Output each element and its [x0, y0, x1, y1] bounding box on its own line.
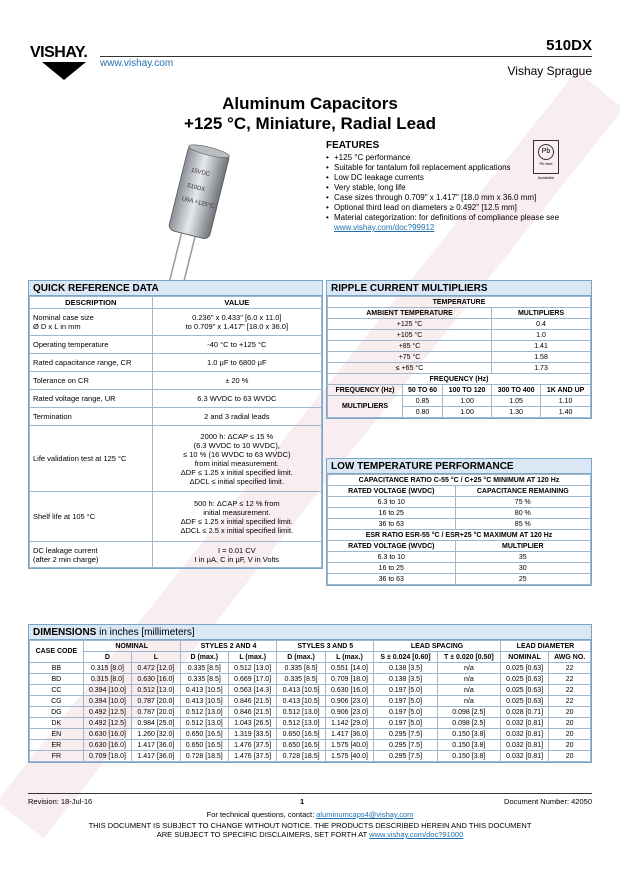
features-heading: FEATURES — [326, 140, 380, 151]
voltage-cell: 36 to 63 — [328, 574, 456, 585]
dimension-cell: 0.138 [3.5] — [374, 663, 438, 674]
freq-header: 1K AND UP — [541, 385, 591, 396]
dimension-cell: 1.575 [40.0] — [325, 740, 373, 751]
pb-free-badge — [533, 140, 559, 174]
dimension-cell: 0.032 [0.81] — [500, 751, 548, 762]
dimension-cell: 0.630 [16.0] — [325, 685, 373, 696]
qref-desc: Termination — [30, 408, 153, 426]
lead-diameter-header: LEAD DIAMETER — [500, 641, 590, 652]
footer-rule — [28, 793, 592, 794]
dimension-cell: 0.098 [2.5] — [437, 707, 500, 718]
dimension-cell: 0.025 [0.63] — [500, 674, 548, 685]
temp-cell: +75 °C — [328, 352, 492, 363]
rated-voltage-header: RATED VOLTAGE (WVDC) — [328, 541, 456, 552]
case-code-cell: DK — [30, 718, 84, 729]
dimension-cell: 0.787 [20.0] — [132, 696, 180, 707]
dimension-cell: 0.512 [13.0] — [180, 707, 228, 718]
pb-icon: Pb — [538, 144, 554, 160]
title-line-2: +125 °C, Miniature, Radial Lead — [184, 114, 436, 133]
dimension-cell: 0.150 [3.8] — [437, 729, 500, 740]
esr-ratio-title: ESR RATIO ESR-55 °C / ESR+25 °C MAXIMUM AT 120 Hz — [328, 530, 591, 541]
mult-cell: 1.73 — [492, 363, 591, 374]
freq-header: 50 TO 60 — [403, 385, 443, 396]
qref-value: ± 20 % — [152, 372, 321, 390]
website-link[interactable]: www.vishay.com — [100, 58, 174, 69]
styles24-header: STYLES 2 AND 4 — [180, 641, 277, 652]
dimension-cell: 0.846 [21.5] — [228, 707, 276, 718]
voltage-cell: 16 to 25 — [328, 508, 456, 519]
available-label: Available — [537, 175, 555, 180]
ambient-temp-header: AMBIENT TEMPERATURE — [328, 308, 492, 319]
sub-header: L (max.) — [228, 652, 276, 663]
dimension-cell: 1.575 [40.0] — [325, 751, 373, 762]
dimensions-body — [30, 663, 591, 762]
freq-mult: 0.85 — [403, 396, 443, 407]
sub-header: D (max.) — [277, 652, 325, 663]
table-row — [30, 718, 591, 729]
dimension-cell: 0.335 [8.5] — [277, 663, 325, 674]
low-temperature-table — [326, 458, 592, 586]
dimension-cell: 0.984 [25.0] — [132, 718, 180, 729]
dimension-cell: 0.335 [8.5] — [277, 674, 325, 685]
mult-cell: 0.4 — [492, 319, 591, 330]
pb-free-label: Pb-free — [539, 161, 553, 166]
qref-value: -40 °C to +125 °C — [152, 336, 321, 354]
dimension-cell: 1.417 [36.0] — [132, 740, 180, 751]
dimensions-grid — [29, 640, 591, 762]
dimension-cell: 0.295 [7.5] — [374, 751, 438, 762]
dimension-cell: 0.650 [16.5] — [180, 729, 228, 740]
qref-desc: Nominal case size Ø D x L in mm — [30, 309, 153, 336]
dimension-cell: 22 — [549, 685, 591, 696]
disclaimer — [60, 821, 560, 839]
vishay-logo — [28, 40, 98, 82]
dimension-cell: 0.630 [16.0] — [132, 674, 180, 685]
case-code-cell: FR — [30, 751, 84, 762]
freq-mult: 1.30 — [492, 407, 541, 418]
disclaimer-line-1: THIS DOCUMENT IS SUBJECT TO CHANGE WITHOUT NOTICE. THE PRODUCTS DESCRIBED HEREIN AND THIS DOCUMENT — [88, 821, 532, 830]
dimension-cell: 0.492 [12.5] — [83, 707, 131, 718]
dimension-cell: 1.476 [37.5] — [228, 751, 276, 762]
dimension-cell: 0.650 [16.5] — [277, 740, 325, 751]
dimension-cell: n/a — [437, 674, 500, 685]
voltage-cell: 6.3 to 10 — [328, 552, 456, 563]
dimension-cell: 0.197 [5.0] — [374, 696, 438, 707]
dimension-cell: n/a — [437, 685, 500, 696]
ripple-current-table — [326, 280, 592, 419]
freq-header: 300 TO 400 — [492, 385, 541, 396]
dimension-cell: 0.394 [10.0] — [83, 696, 131, 707]
dimension-cell: 0.492 [12.5] — [83, 718, 131, 729]
qref-desc: Shelf life at 105 °C — [30, 492, 153, 542]
table-row — [30, 729, 591, 740]
sub-header: D — [83, 652, 131, 663]
quick-reference-grid — [29, 296, 322, 568]
case-code-cell: EN — [30, 729, 84, 740]
esr-cell: 35 — [455, 552, 590, 563]
dimension-cell: 20 — [549, 751, 591, 762]
dimensions-table — [28, 624, 592, 763]
qref-desc: Operating temperature — [30, 336, 153, 354]
dimension-cell: 0.028 [0.71] — [500, 707, 548, 718]
freq-mult: 0.80 — [403, 407, 443, 418]
dimension-cell: 20 — [549, 718, 591, 729]
mult-cell: 1.0 — [492, 330, 591, 341]
cap-ratio-title: CAPACITANCE RATIO C-55 °C / C+25 °C MINIMUM AT 120 Hz — [328, 475, 591, 486]
dimension-cell: 0.032 [0.81] — [500, 729, 548, 740]
voltage-cell: 16 to 25 — [328, 563, 456, 574]
qref-value: 0.236" x 0.433" [6.0 x 11.0] to 0.709" x 1.417" [18.0 x 36.0] — [152, 309, 321, 336]
cap-text-3: U6A +125°C — [181, 196, 215, 210]
multipliers-row-label: MULTIPLIERS — [328, 396, 403, 418]
disclaimer-link[interactable]: www.vishay.com/doc?91000 — [369, 830, 464, 839]
feature-item: • Very stable, long life — [326, 183, 592, 193]
dimension-cell: 0.025 [0.63] — [500, 685, 548, 696]
dimension-cell: 1.142 [29.0] — [325, 718, 373, 729]
dimension-cell: 1.417 [36.0] — [325, 729, 373, 740]
cap-text-1: 15VDC — [190, 167, 211, 179]
esr-cell: 30 — [455, 563, 590, 574]
material-link[interactable]: www.vishay.com/doc?99912 — [334, 223, 435, 232]
feature-item: • Suitable for tantalum foil replacement applications — [326, 163, 592, 173]
dimension-cell: 0.630 [16.0] — [83, 740, 131, 751]
dimension-cell: 0.335 [8.5] — [180, 674, 228, 685]
case-code-cell: DG — [30, 707, 84, 718]
dimension-cell: 1.043 [26.5] — [228, 718, 276, 729]
dimension-cell: 1.319 [33.5] — [228, 729, 276, 740]
dimensions-title: DIMENSIONS — [33, 627, 97, 638]
qref-desc: Life validation test at 125 °C — [30, 426, 153, 492]
dimension-cell: 0.512 [13.0] — [132, 685, 180, 696]
col-description: DESCRIPTION — [30, 297, 153, 309]
material-text: Material categorization: for definitions of compliance please see — [334, 213, 560, 222]
dimension-cell: 0.394 [10.0] — [83, 685, 131, 696]
sub-header: L — [132, 652, 180, 663]
ripple-grid — [327, 296, 591, 418]
lead-spacing-header: LEAD SPACING — [374, 641, 501, 652]
dimension-cell: 0.512 [13.0] — [277, 707, 325, 718]
dimension-cell: 0.563 [14.3] — [228, 685, 276, 696]
page-header — [28, 20, 592, 90]
qref-value: 2 and 3 radial leads — [152, 408, 321, 426]
dimension-cell: 0.512 [13.0] — [180, 718, 228, 729]
dimension-cell: 0.138 [3.5] — [374, 674, 438, 685]
freq-header: FREQUENCY (Hz) — [328, 385, 403, 396]
cap-text-2: 510DX — [186, 183, 206, 194]
temp-cell: +125 °C — [328, 319, 492, 330]
temp-cell: +105 °C — [328, 330, 492, 341]
qref-desc: Tolerance on CR — [30, 372, 153, 390]
dimension-cell: 0.197 [5.0] — [374, 718, 438, 729]
dimension-cell: 0.669 [17.0] — [228, 674, 276, 685]
freq-mult: 1.05 — [492, 396, 541, 407]
mult-cell: 1.58 — [492, 352, 591, 363]
dimension-cell: 0.906 [23.0] — [325, 696, 373, 707]
mult-cell: 1.41 — [492, 341, 591, 352]
table-row — [30, 663, 591, 674]
dimension-cell: n/a — [437, 696, 500, 707]
dimensions-heading — [29, 625, 591, 640]
dimension-cell: 22 — [549, 663, 591, 674]
col-value: VALUE — [152, 297, 321, 309]
part-number: 510DX — [546, 37, 592, 54]
dimension-cell: 22 — [549, 674, 591, 685]
dimension-cell: 0.315 [8.0] — [83, 663, 131, 674]
sub-header: T ± 0.020 [0.50] — [437, 652, 500, 663]
dimension-cell: 0.472 [12.0] — [132, 663, 180, 674]
dimension-cell: 0.032 [0.81] — [500, 718, 548, 729]
dimension-cell: 0.630 [16.0] — [83, 729, 131, 740]
qref-desc: Rated capacitance range, CR — [30, 354, 153, 372]
title-line-1: Aluminum Capacitors — [222, 94, 398, 113]
dimension-cell: 0.413 [10.5] — [180, 696, 228, 707]
capacitor-photo — [138, 140, 258, 290]
voltage-cell: 36 to 63 — [328, 519, 456, 530]
dimension-cell: 1.476 [37.5] — [228, 740, 276, 751]
qref-value: 2000 h: ΔCAP ≤ 15 % (6.3 WVDC to 10 WVDC), ≤ 10 % (16 WVDC to 63 WVDC) from initial measurement. ΔDF ≤ 1.25 x initial specified limit. ΔDCL ≤ initial specified limit. — [152, 426, 321, 492]
disclaimer-text: ARE SUBJECT TO SPECIFIC DISCLAIMERS, SET FORTH AT — [156, 830, 370, 839]
header-rule — [100, 56, 592, 57]
table-row — [30, 696, 591, 707]
dimension-cell: 0.846 [21.5] — [228, 696, 276, 707]
dimension-cell: 0.551 [14.0] — [325, 663, 373, 674]
dimension-cell: 0.709 [18.0] — [83, 751, 131, 762]
feature-item-material — [326, 213, 592, 233]
quick-reference-heading: QUICK REFERENCE DATA — [29, 281, 322, 296]
dimension-cell: 0.295 [7.5] — [374, 740, 438, 751]
dimension-cell: 0.098 [2.5] — [437, 718, 500, 729]
logo-text: VISHAY. — [30, 44, 88, 61]
remaining-cell: 85 % — [455, 519, 590, 530]
quick-reference-table — [28, 280, 323, 569]
ripple-heading: RIPPLE CURRENT MULTIPLIERS — [327, 281, 591, 296]
contact-text: For technical questions, contact: — [206, 810, 317, 819]
table-row — [30, 707, 591, 718]
revision: Revision: 18-Jul-16 — [28, 797, 93, 806]
dimension-cell: 0.032 [0.81] — [500, 740, 548, 751]
document-title — [0, 94, 620, 134]
case-code-cell: ER — [30, 740, 84, 751]
dimension-cell: 0.150 [3.8] — [437, 740, 500, 751]
dimension-cell: 0.150 [3.8] — [437, 751, 500, 762]
case-code-header: CASE CODE — [30, 641, 84, 663]
dimension-cell: 1.260 [32.0] — [132, 729, 180, 740]
disclaimer-line-2 — [60, 830, 560, 839]
remaining-cell: 75 % — [455, 497, 590, 508]
case-code-cell: BB — [30, 663, 84, 674]
sub-header: NOMINAL — [500, 652, 548, 663]
feature-item: • Optional third lead on diameters ≥ 0.492" [12.5 mm] — [326, 203, 592, 213]
freq-mult: 1.40 — [541, 407, 591, 418]
dimension-cell: 0.728 [18.5] — [277, 751, 325, 762]
dimension-cell: 0.335 [8.5] — [180, 663, 228, 674]
qref-value: 6.3 WVDC to 63 WVDC — [152, 390, 321, 408]
sub-header: S ± 0.024 [0.60] — [374, 652, 438, 663]
temperature-label: TEMPERATURE — [328, 297, 591, 308]
dimension-cell: 0.906 [23.0] — [325, 707, 373, 718]
qref-value: I = 0.01 CV I in µA, C in µF, V in Volts — [152, 542, 321, 568]
dimension-cell: 20 — [549, 729, 591, 740]
low-temp-heading: LOW TEMPERATURE PERFORMANCE — [327, 459, 591, 474]
dimension-cell: 22 — [549, 696, 591, 707]
qref-desc: Rated voltage range, UR — [30, 390, 153, 408]
case-code-cell: CG — [30, 696, 84, 707]
page-number: 1 — [300, 797, 305, 806]
dimension-cell: 0.315 [8.0] — [83, 674, 131, 685]
dimension-cell: 0.197 [5.0] — [374, 707, 438, 718]
logo-triangle-icon — [42, 62, 86, 80]
nominal-header: NOMINAL — [83, 641, 180, 652]
dimensions-units: in inches [millimeters] — [96, 627, 195, 638]
voltage-cell: 6.3 to 10 — [328, 497, 456, 508]
low-temp-grid — [327, 474, 591, 585]
feature-item: • Case sizes through 0.709" x 1.417" [18.0 mm x 36.0 mm] — [326, 193, 592, 203]
temp-cell: +85 °C — [328, 341, 492, 352]
qref-value: 1.0 µF to 6800 µF — [152, 354, 321, 372]
dimension-cell: n/a — [437, 663, 500, 674]
case-code-cell: CC — [30, 685, 84, 696]
case-code-cell: BD — [30, 674, 84, 685]
frequency-label: FREQUENCY (Hz) — [328, 374, 591, 385]
qref-value: 500 h: ΔCAP ≤ 12 % from initial measurement. ΔDF ≤ 1.25 x initial specified limit. ΔDCL ≤ 2.5 x initial specified limit. — [152, 492, 321, 542]
cap-remaining-header: CAPACITANCE REMAINING — [455, 486, 590, 497]
dimension-cell: 0.413 [10.5] — [277, 696, 325, 707]
dimension-cell: 0.650 [16.5] — [277, 729, 325, 740]
dimension-cell: 0.787 [20.0] — [132, 707, 180, 718]
document-number: Document Number: 42050 — [504, 797, 592, 806]
table-row — [30, 674, 591, 685]
styles35-header: STYLES 3 AND 5 — [277, 641, 374, 652]
temp-cell: ≤ +65 °C — [328, 363, 492, 374]
dimension-cell: 0.728 [18.5] — [180, 751, 228, 762]
dimension-cell: 0.650 [16.5] — [180, 740, 228, 751]
dimension-cell: 1.417 [36.0] — [132, 751, 180, 762]
feature-item: • Low DC leakage currents — [326, 173, 592, 183]
table-row — [30, 685, 591, 696]
brand-name: Vishay Sprague — [507, 64, 592, 78]
remaining-cell: 80 % — [455, 508, 590, 519]
dimension-cell: 0.413 [10.5] — [180, 685, 228, 696]
dimension-cell: 0.709 [18.0] — [325, 674, 373, 685]
dimension-cell: 0.512 [13.0] — [277, 718, 325, 729]
esr-cell: 25 — [455, 574, 590, 585]
dimension-cell: 0.197 [5.0] — [374, 685, 438, 696]
multipliers-header: MULTIPLIERS — [492, 308, 591, 319]
dimension-cell: 0.295 [7.5] — [374, 729, 438, 740]
feature-item: • +125 °C performance — [326, 153, 592, 163]
dimension-cell: 0.413 [10.5] — [277, 685, 325, 696]
freq-mult: 1.00 — [443, 407, 492, 418]
dimension-cell: 20 — [549, 707, 591, 718]
freq-mult: 1.00 — [443, 396, 492, 407]
rated-voltage-header: RATED VOLTAGE (WVDC) — [328, 486, 456, 497]
dimension-cell: 20 — [549, 740, 591, 751]
qref-desc: DC leakage current (after 2 min charge) — [30, 542, 153, 568]
contact-line — [0, 810, 620, 819]
dimension-cell: 0.025 [0.63] — [500, 663, 548, 674]
sub-header: D (max.) — [180, 652, 228, 663]
dimension-cell: 0.512 [13.0] — [228, 663, 276, 674]
table-row — [30, 751, 591, 762]
contact-email-link[interactable]: aluminumcaps4@vishay.com — [316, 810, 414, 819]
dimension-cell: 0.025 [0.63] — [500, 696, 548, 707]
table-row — [30, 740, 591, 751]
sub-header: L (max.) — [325, 652, 373, 663]
freq-header: 100 TO 120 — [443, 385, 492, 396]
multiplier-header: MULTIPLIER — [455, 541, 590, 552]
freq-mult: 1.10 — [541, 396, 591, 407]
sub-header: AWG NO. — [549, 652, 591, 663]
